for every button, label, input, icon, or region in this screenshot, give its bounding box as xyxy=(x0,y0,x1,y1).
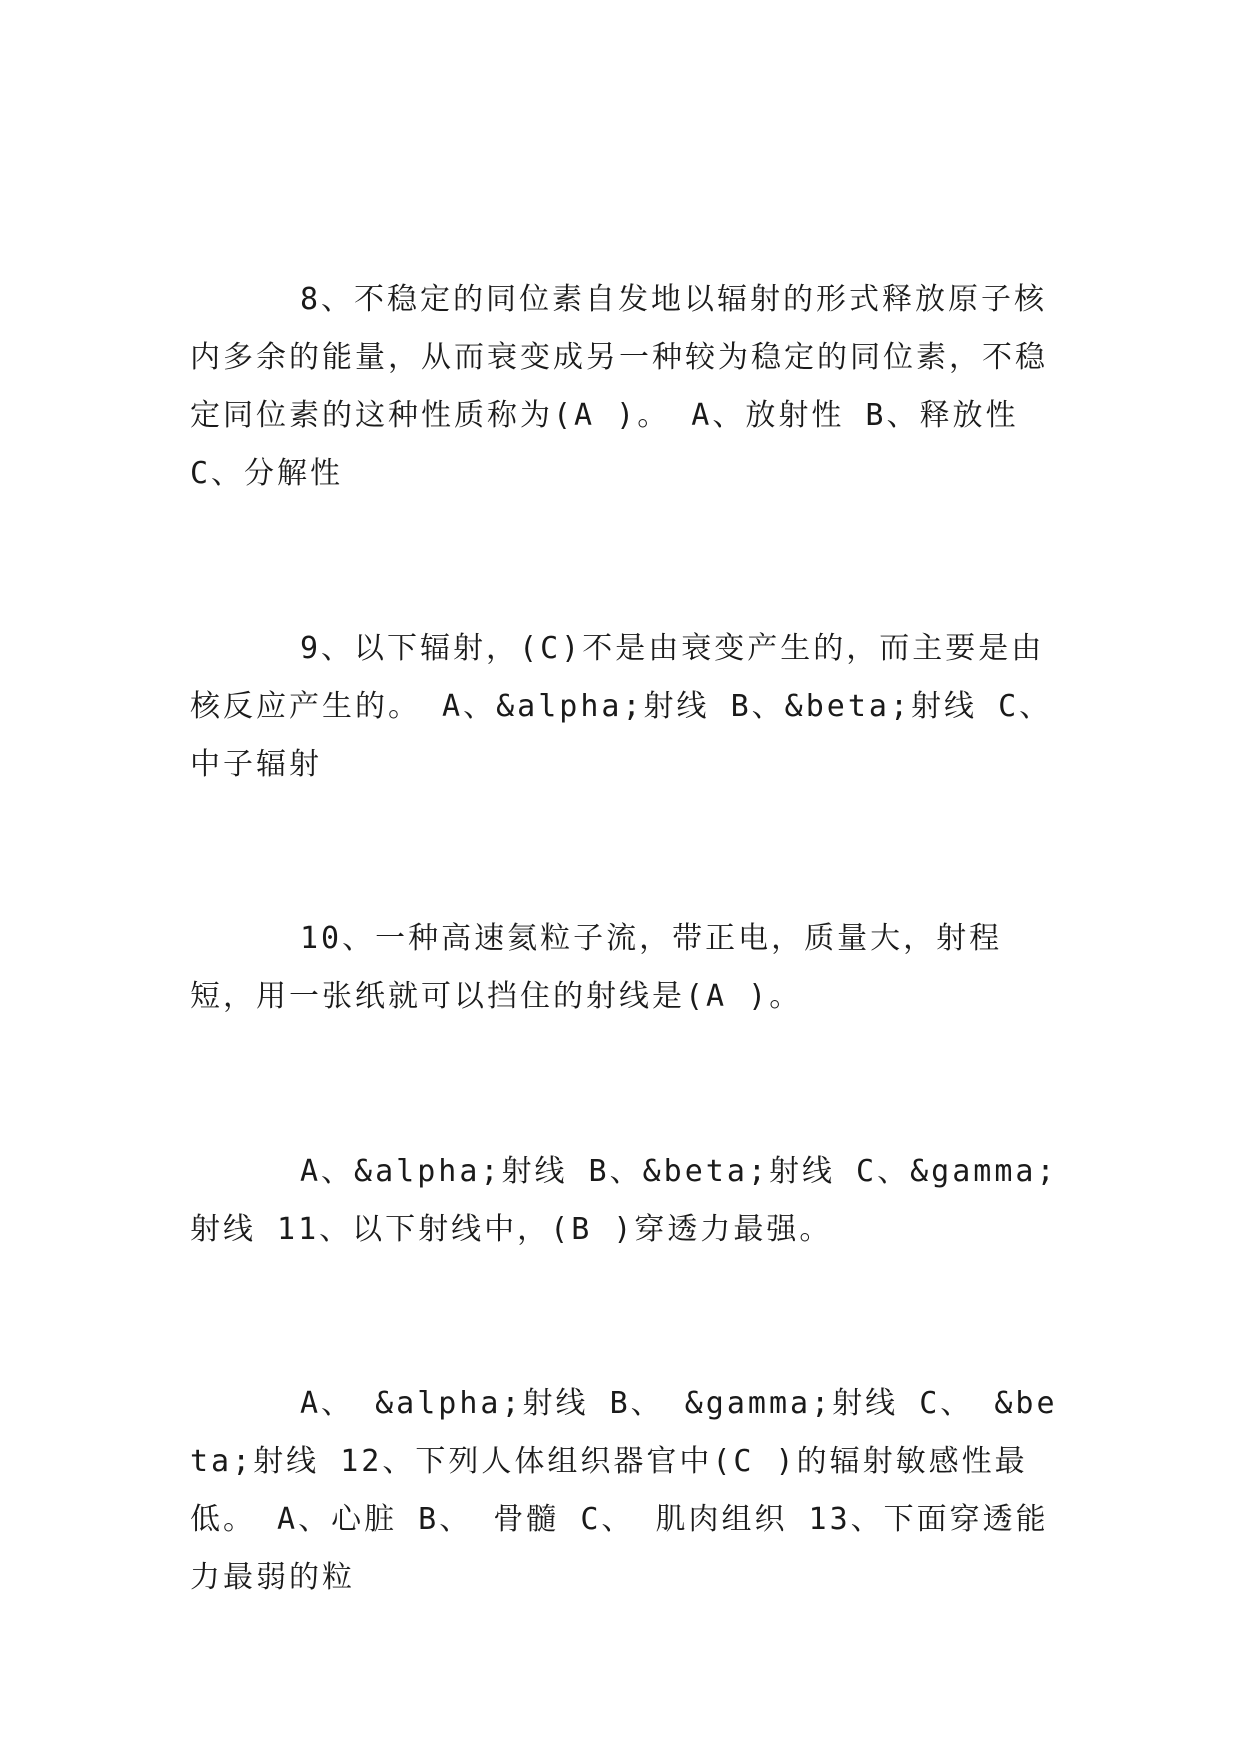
question-10-options-and-question-11-paragraph: A、&alpha;射线 B、&beta;射线 C、&gamma;射线 11、以下射线中，(B )穿透力最强。 xyxy=(190,1154,1058,1247)
question-9-paragraph: 9、以下辐射，(C)不是由衰变产生的，而主要是由核反应产生的。 A、&alpha;射线 B、&beta;射线 C、中子辐射 xyxy=(190,631,1053,782)
question-10-paragraph: 10、一种高速氦粒子流，带正电，质量大，射程短，用一张纸就可以挡住的射线是(A )。 xyxy=(190,921,1003,1014)
question-11-options-to-question-13-paragraph: A、 &alpha;射线 B、 &gamma;射线 C、 &beta;射线 12、下列人体组织器官中(C )的辐射敏感性最低。 A、心脏 B、 骨髓 C、 肌肉组织 13、下面穿透能力最弱的粒 xyxy=(190,1386,1058,1595)
question-8-paragraph: 8、不稳定的同位素自发地以辐射的形式释放原子核内多余的能量，从而衰变成另一种较为稳定的同位素，不稳定同位素的这种性质称为(A )。 A、放射性 B、释放性 C、分解性 xyxy=(190,282,1048,491)
